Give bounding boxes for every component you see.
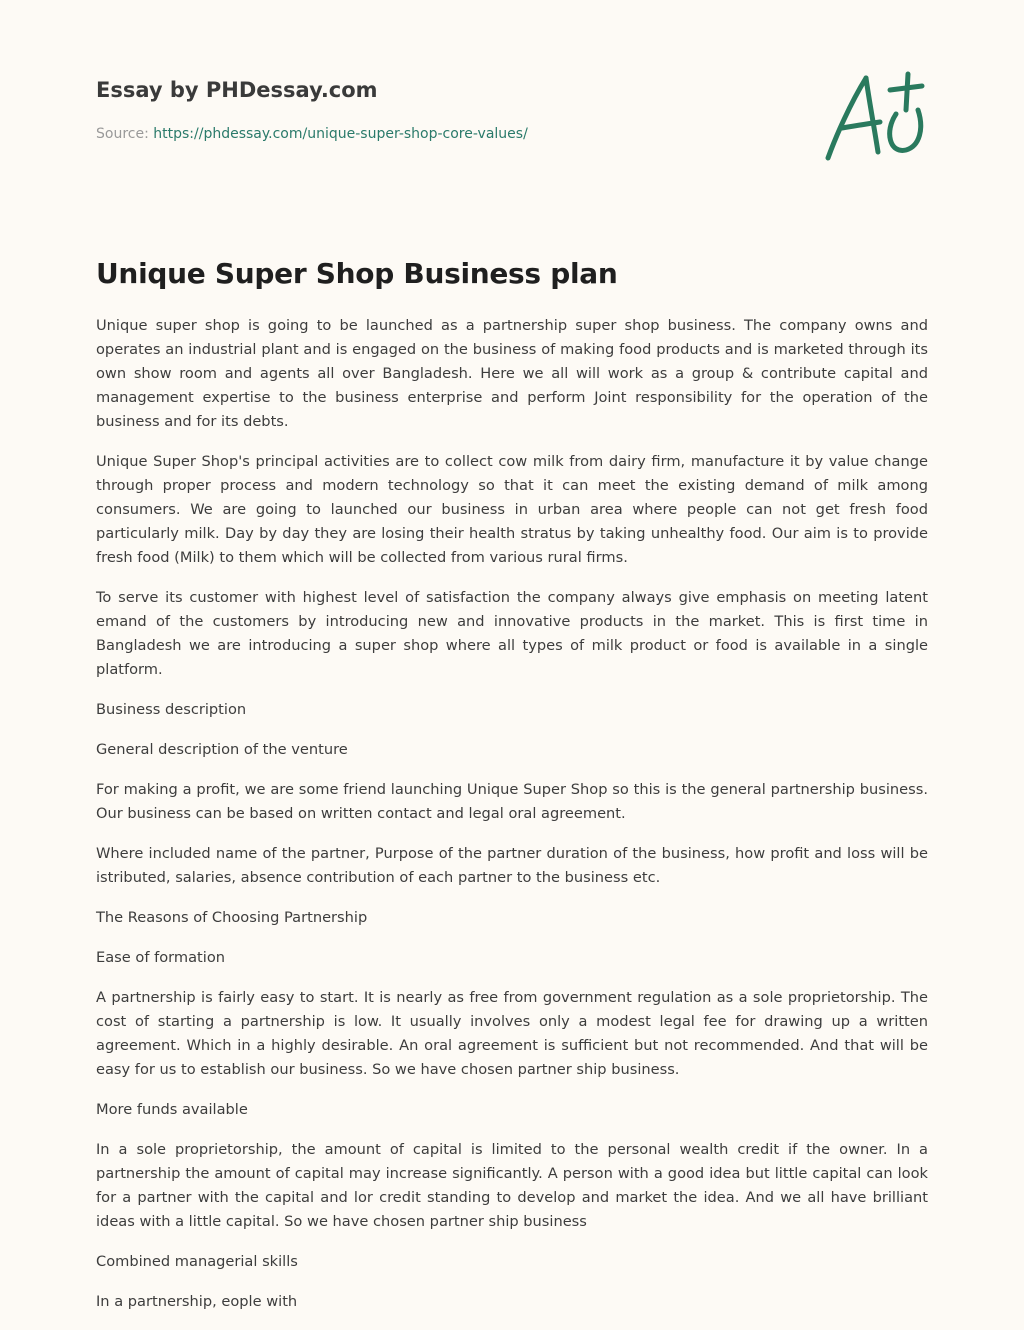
source-label: Source:	[96, 126, 149, 142]
source-link[interactable]: https://phdessay.com/unique-super-shop-core-values/	[153, 126, 528, 142]
site-title: Essay by PHDessay.com	[96, 78, 378, 102]
paragraph: For making a profit, we are some friend launching Unique Super Shop so this is the general partnership business. Our business can be based on written contact and legal oral agreement.	[96, 781, 928, 822]
section-heading: General description of the venture	[96, 741, 348, 758]
essay-header	[96, 76, 696, 144]
a-plus-logo-icon	[822, 66, 932, 166]
essay-body	[96, 314, 928, 1330]
paragraph: Where included name of the partner, Purpose of the partner duration of the business, how profit and loss will be istributed, salaries, absence contribution of each partner to the business etc.	[96, 845, 928, 886]
section-heading: Ease of formation	[96, 949, 226, 966]
essay-title: Unique Super Shop Business plan	[96, 257, 618, 290]
paragraph: In a sole proprietorship, the amount of capital is limited to the personal wealth credit if the owner. In a partnership the amount of capital may increase significantly. A person with a good idea but little capital can look for a partner with the capital and lor credit standing to develop and market the idea. And we all have brilliant ideas with a little capital. So we have chosen partner ship business	[96, 1141, 928, 1230]
paragraph: Unique super shop is going to be launched as a partnership super shop business. The company owns and operates an industrial plant and is engaged on the business of making food products and is marketed through its own show room and agents all over Bangladesh. Here we all will work as a group & contribute capital and management expertise to the business enterprise and perform Joint responsibility for the operation of the business and for its debts.	[96, 317, 928, 430]
section-heading: More funds available	[96, 1101, 248, 1118]
paragraph: To serve its customer with highest level of satisfaction the company always give emphasis on meeting latent emand of the customers by introducing new and innovative products in the market. This is first time in Bangladesh we are introducing a super shop where all types of milk product or food is available in a single platform.	[96, 589, 928, 678]
paragraph: Unique Super Shop's principal activities are to collect cow milk from dairy firm, manufacture it by value change through proper process and modern technology so that it can meet the existing demand of milk among consumers. We are going to launched our business in urban area where people can not get fresh food particularly milk. Day by day they are losing their health stratus by taking unhealthy food. Our aim is to provide fresh food (Milk) to them which will be collected from various rural firms.	[96, 453, 928, 566]
paragraph: In a partnership, eople with	[96, 1293, 298, 1310]
section-heading: The Reasons of Choosing Partnership	[96, 909, 368, 926]
section-heading: Business description	[96, 701, 247, 718]
section-heading: Combined managerial skills	[96, 1253, 298, 1270]
paragraph: A partnership is fairly easy to start. It is nearly as free from government regulation as a sole proprietorship. The cost of starting a partnership is low. It usually involves only a modest legal fee for drawing up a written agreement. Which in a highly desirable. An oral agreement is sufficient but not recommended. And that will be easy for us to establish our business. So we have chosen partner ship business.	[96, 989, 928, 1078]
source-line	[96, 124, 696, 144]
